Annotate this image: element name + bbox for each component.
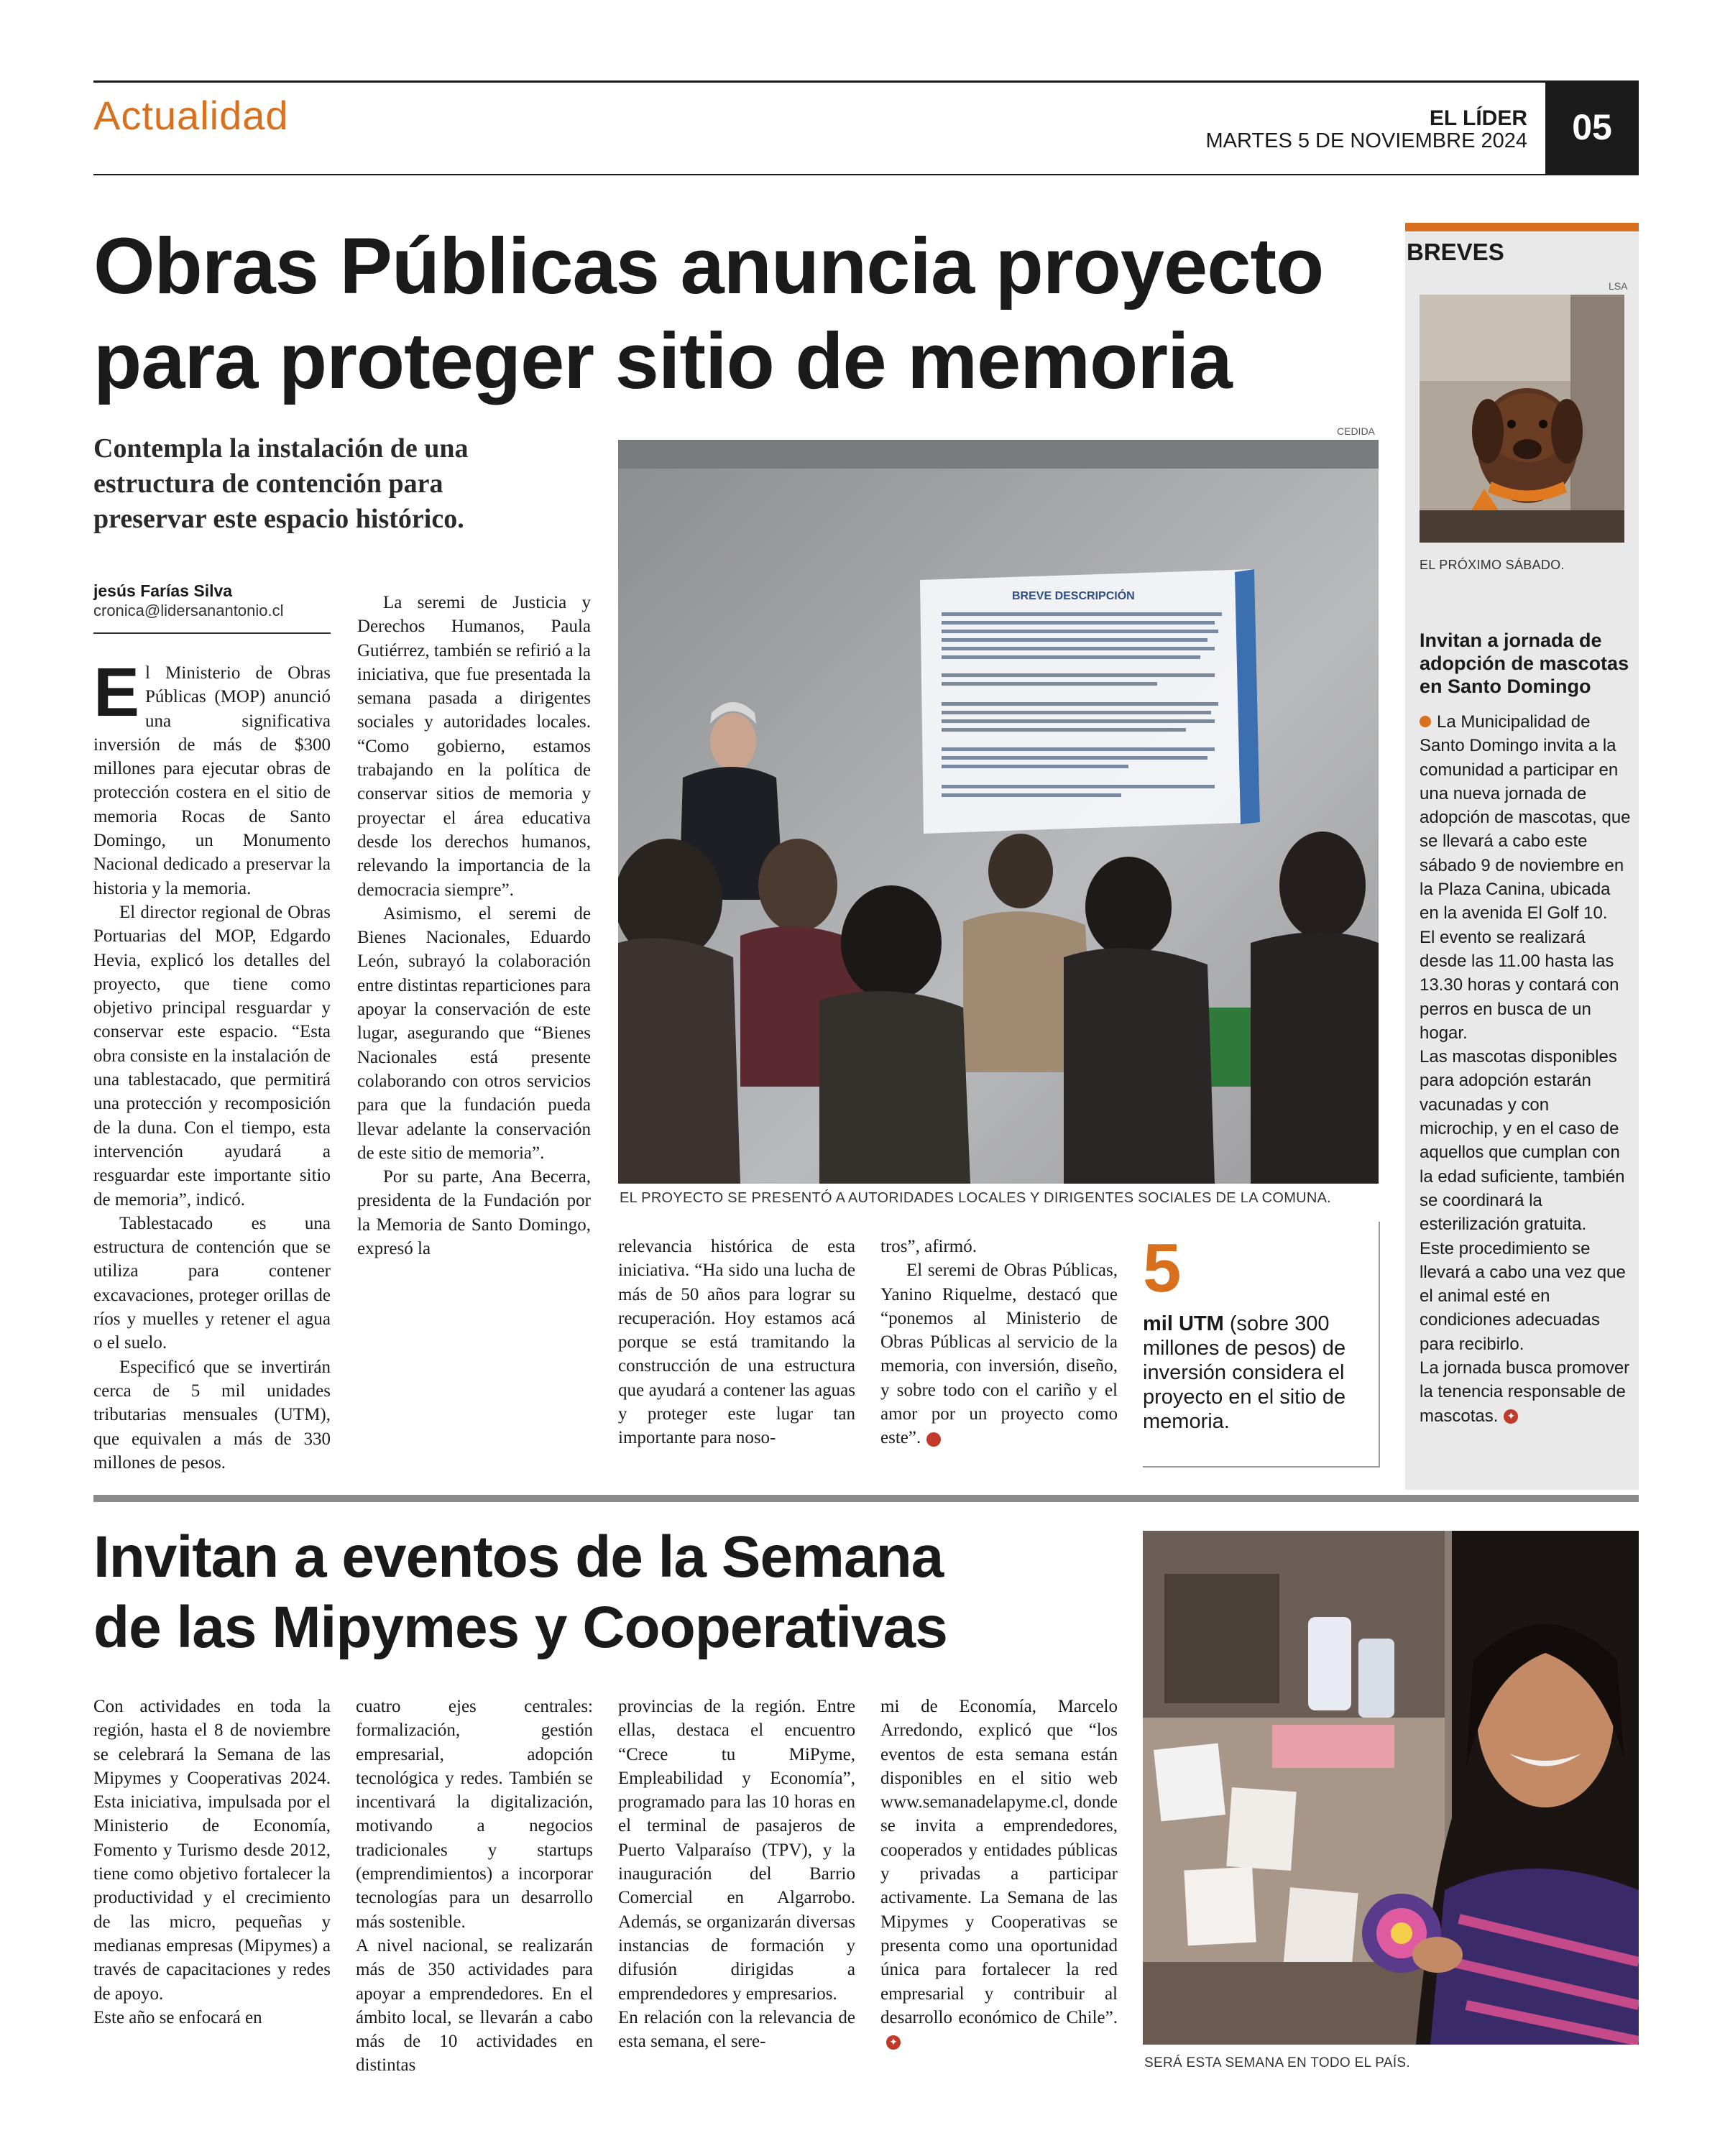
second-headline-line1: Invitan a eventos de la Semana: [93, 1524, 944, 1590]
col2-paragraph-3: Por su parte, Ana Becerra, presidenta de la Fundación por la Memoria de Santo Domingo, expresó la: [357, 1167, 591, 1259]
page-number: 05: [1572, 107, 1612, 147]
breves-body: [1420, 710, 1632, 1428]
main-col-2: [357, 591, 591, 1477]
stat-unit: mil UTM: [1143, 1312, 1224, 1335]
second-col-1: [93, 1695, 331, 2083]
stat-number: 5: [1143, 1230, 1182, 1307]
main-headline: [93, 219, 1387, 409]
byline-rule: [93, 632, 331, 634]
section-label: Actualidad: [93, 93, 289, 138]
col1-paragraph-3: Tablestacado es una estructura de contención que se utiliza para contener excavaciones, proteger orillas de ríos y muelles y retener el agua o el suelo.: [93, 1213, 331, 1353]
second-col1-paragraph-2: Este año se enfocará en: [93, 2007, 262, 2027]
second-col1-paragraph-1: Con actividades en toda la región, hasta el 8 de noviembre se celebrará la Semana de las Mipymes y Cooperativas 2024. Esta iniciativa, impulsada por el Ministerio de Economía, Fomento y Turismo desde 2012, tiene como objetivo fortalecer la productividad y el crecimiento de las micro, pequeñas y medianas empresas (Mipymes) a través de capacitaciones y redes de apoyo.: [93, 1697, 331, 2004]
issue-date: MARTES 5 DE NOVIEMBRE 2024: [1205, 129, 1527, 152]
main-headline-line1: Obras Públicas anuncia proyecto: [93, 222, 1324, 310]
second-col2-paragraph-1: cuatro ejes centrales: formalización, gestión empresarial, adopción tecnológica y redes. También se incentivará la digitalización, motivando a negocios tradicionales y startups (emprendimientos) a incorporar tecnologías para un desarrollo más sostenible.: [356, 1697, 593, 1932]
slide-title: BREVE DESCRIPCIÓN: [1012, 590, 1135, 602]
main-article-bottom-rule: [1143, 1466, 1380, 1468]
breves-sidebar: [1405, 223, 1639, 1490]
breves-end-icon: ✦: [1504, 1409, 1518, 1424]
meeting-photo-caption: EL PROYECTO SE PRESENTÓ A AUTORIDADES LOCALES Y DIRIGENTES SOCIALES DE LA COMUNA.: [620, 1190, 1332, 1206]
dog-photo-caption: EL PRÓXIMO SÁBADO.: [1420, 558, 1565, 572]
meeting-photo-illustration: [618, 440, 1379, 1184]
col3-paragraph-1: relevancia histórica de esta iniciativa. “Ha sido una lucha de más de 50 años para lograr su recuperación. Hoy estamos acá porque se está tramitando la construcción de una estructura que ayudará a contener las aguas y proteger este lugar tan importante para noso-: [618, 1237, 855, 1448]
dog-photo: [1420, 295, 1624, 543]
main-col-3: [618, 1235, 855, 1479]
drop-cap: E: [93, 661, 140, 731]
section-divider: [93, 1495, 1639, 1502]
breves-paragraph-1: La Municipalidad de Santo Domingo invita a la comunidad a participar en una nueva jornada de adopción de mascotas, que se llevará a cabo este sábado 9 de noviembre en la Plaza Canina, ubicada en la avenida El Golf 10.: [1420, 712, 1631, 923]
meeting-photo-credit: CEDIDA: [1337, 425, 1375, 437]
stat-box: [1143, 1230, 1380, 1434]
col4-paragraph-1: tros”, afirmó.: [880, 1237, 977, 1256]
end-of-article-icon: ✦: [926, 1432, 941, 1447]
breves-photo-credit: LSA: [1609, 280, 1628, 292]
main-headline-line2: para proteger sitio de memoria: [93, 317, 1232, 405]
meeting-photo: [618, 440, 1379, 1184]
article-deck: Contempla la instalación de una estructura de contención para preservar este espacio histórico.: [93, 433, 469, 534]
breves-title: Invitan a jornada de adopción de mascotas en Santo Domingo: [1420, 630, 1629, 697]
col1-paragraph-2: El director regional de Obras Portuarias del MOP, Edgardo Hevia, explicó los detalles del proyecto, que tiene como objetivo principal resguardar y conservar este espacio. “Esta obra consiste en la instalación de una tablestacado, que permitirá una protección y recomposición de la duna. Con el tiempo, esta intervención ayudará a resguardar este importante sitio de memoria”, indicó.: [93, 902, 331, 1210]
main-col-1: [93, 661, 331, 1477]
page-number-box: [1545, 80, 1639, 174]
breves-label: BREVES: [1407, 239, 1504, 265]
col4-paragraph-2: El seremi de Obras Públicas, Yanino Riquelme, destacó que “ponemos al Ministerio de Obras Públicas al servicio de la memoria, con inversión, diseño, y sobre todo con el cariño y el amor por un proyecto como este”. ✦: [880, 1261, 1118, 1448]
dog-photo-illustration: [1420, 295, 1624, 543]
main-article-right-rule: [1379, 1222, 1380, 1466]
header-bottom-rule: [93, 174, 1639, 175]
stat-text: (sobre 300 millones de pesos) de inversión considera el proyecto en el sitio de memoria.: [1143, 1312, 1346, 1433]
second-col-4: [880, 1695, 1118, 2097]
second-col2-paragraph-2: A nivel nacional, se realizarán más de 350 actividades para apoyar a emprendedores. En el ámbito local, se llevarán a cabo más de 10 actividades en distintas: [356, 1935, 593, 2076]
market-photo: [1143, 1531, 1639, 2045]
breves-paragraph-2: El evento se realizará desde las 11.00 hasta las 13.30 horas y contará con perros en busca de un hogar.: [1420, 927, 1619, 1043]
second-col-2: [356, 1695, 593, 2083]
bullet-icon: [1420, 716, 1431, 727]
second-headline: [93, 1522, 1136, 1663]
author-email[interactable]: cronica@lidersanantonio.cl: [93, 602, 284, 619]
col1-paragraph-1: El Ministerio de Obras Públicas (MOP) anunció una significativa inversión de más de $300 millones para ejecutar obras de protección costera en el sitio de memoria Rocas de Santo Domingo, un Monumento Nacional dedicado a preservar la historia y la memoria.: [93, 661, 331, 898]
breves-paragraph-3: Las mascotas disponibles para adopción estarán vacunadas y con microchip, y en el caso de aquellos que cumplan con la edad suficiente, también se coordinará la esterilización gratuita.: [1420, 1047, 1625, 1235]
col1-paragraph-4: Especificó que se invertirán cerca de 5 mil unidades tributarias mensuales (UTM), que equivalen a más de 330 millones de pesos.: [93, 1357, 331, 1473]
byline: [93, 581, 338, 621]
breves-paragraph-4: Este procedimiento se llevará a cabo una vez que el animal esté en condiciones adecuadas para recibirlo.: [1420, 1238, 1626, 1354]
second-end-icon: ✦: [886, 2035, 901, 2050]
second-headline-line2: de las Mipymes y Cooperativas: [93, 1595, 947, 1660]
market-photo-caption: SERÁ ESTA SEMANA EN TODO EL PAÍS.: [1144, 2055, 1410, 2070]
top-rule: [93, 80, 1639, 83]
second-col4-paragraph-1: mi de Economía, Marcelo Arredondo, explicó que “los eventos de esta semana están disponibles en el sitio web www.semanadelapyme.cl, donde se invita a emprendedores, cooperados y entidades públicas y privadas a participar activamente. La Semana de las Mipymes y Cooperativas se presenta como una oportunidad única para fortalecer la red empresarial y contribuir al desarrollo económico de Chile”.✦: [880, 1697, 1118, 2049]
main-col-4: [880, 1235, 1118, 1479]
breves-top-bar: [1405, 223, 1639, 231]
col2-paragraph-1: La seremi de Justicia y Derechos Humanos, Paula Gutiérrez, también se refirió a la iniciativa, que fue presentada la semana pasada a dirigentes sociales y autoridades locales. “Como gobierno, estamos trabajando en la política de conservar sitios de memoria y proyectar el área educativa desde los derechos humanos, relevando la importancia de la democracia siempre”.: [357, 593, 591, 900]
brand-name: EL LÍDER: [1429, 106, 1527, 130]
stat-description: [1143, 1312, 1380, 1434]
second-col-3: [618, 1695, 855, 2083]
breves-paragraph-5: La jornada busca promover la tenencia responsable de mascotas. ✦: [1420, 1358, 1630, 1426]
author-name: jesús Farías Silva: [93, 581, 233, 600]
second-col3-paragraph-2: En relación con la relevancia de esta semana, el sere-: [618, 2007, 855, 2052]
second-col3-paragraph-1: provincias de la región. Entre ellas, destaca el encuentro “Crece tu MiPyme, Empleabilidad y Economía”, programado para las 10 horas en el terminal de pasajeros de Puerto Valparaíso (TPV), y la inauguración del Barrio Comercial en Algarrobo. Además, se organizarán diversas instancias de formación y difusión dirigidas a emprendedores y empresarios.: [618, 1697, 855, 2004]
market-photo-illustration: [1143, 1531, 1639, 2045]
col2-paragraph-2: Asimismo, el seremi de Bienes Nacionales, Eduardo León, subrayó la colaboración entre distintas reparticiones para apoyar la conservación de este lugar, asegurando que “Bienes Nacionales está presente colaborando con otros servicios para que la fundación pueda llevar adelante la conservación de este sitio de memoria”.: [357, 903, 591, 1163]
